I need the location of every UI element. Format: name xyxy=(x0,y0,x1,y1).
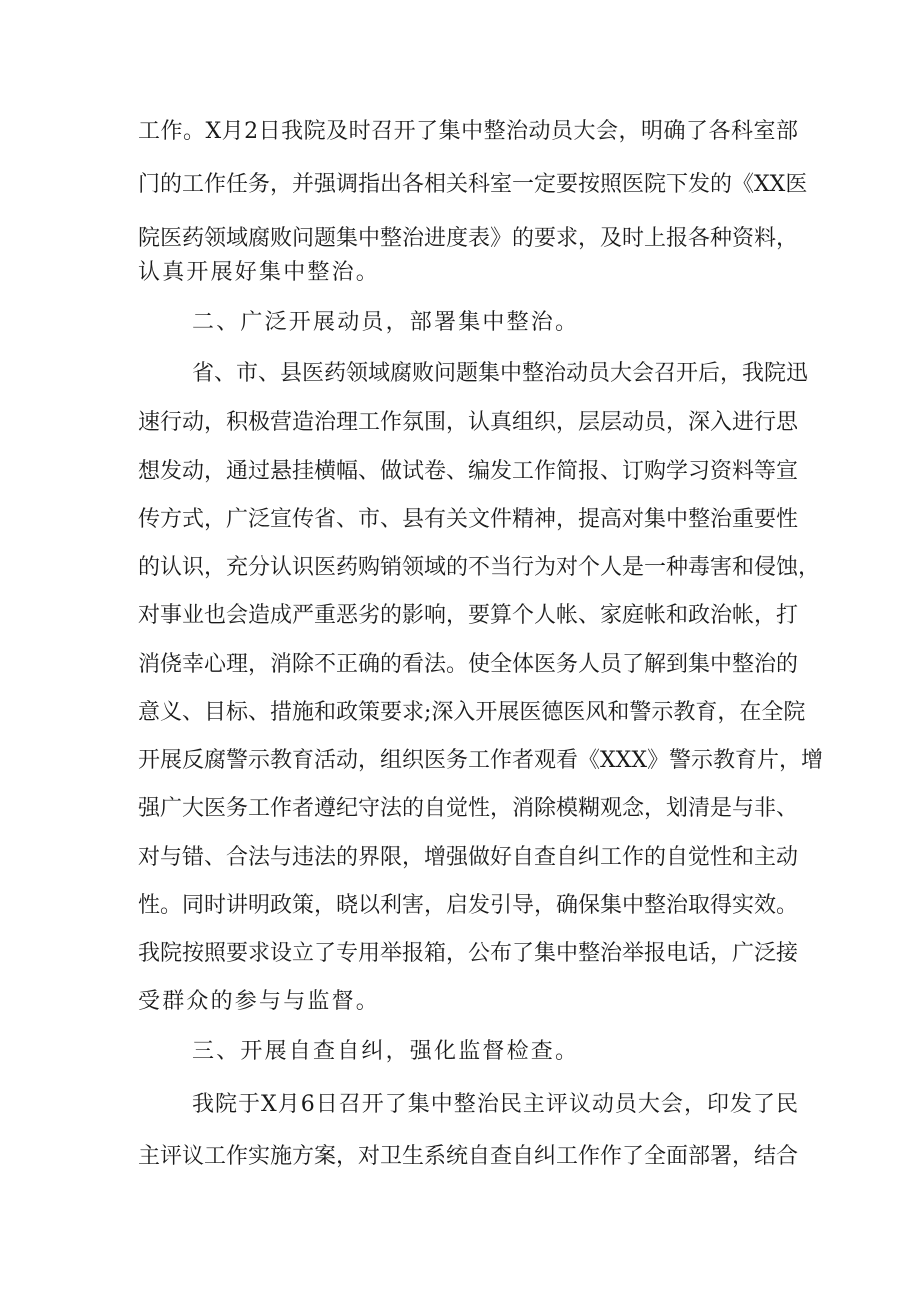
text-line: 省、市、县医药领域腐败问题集中整治动员大会召开后，我院迅 xyxy=(192,361,809,386)
text-line: 受群众的参与与监督。 xyxy=(138,989,381,1014)
text-line: 的认识，充分认识医药购销领域的不当行为对个人是一种毒害和侵蚀， xyxy=(138,555,821,580)
text-line: 意义、目标、措施和政策要求;深入开展医德医风和警示教育，在全院 xyxy=(138,700,806,725)
text-line: 速行动，积极营造治理工作氛围，认真组织，层层动员，深入进行思 xyxy=(138,410,799,435)
text-line: 主评议工作实施方案，对卫生系统自查自纠工作作了全面部署，结合 xyxy=(138,1144,799,1169)
section-heading-2: 二、广泛开展动员，部署集中整治。 xyxy=(192,310,580,335)
text-line: 传方式，广泛宣传省、市、县有关文件精神，提高对集中整治重要性 xyxy=(138,507,799,532)
text-line: 对事业也会造成严重恶劣的影响，要算个人帐、家庭帐和政治帐，打 xyxy=(138,603,799,628)
text-line: 认真开展好集中整治。 xyxy=(138,260,381,285)
text-line: 门的工作任务，并强调指出各相关科室一定要按照医院下发的《XX医 xyxy=(138,172,808,197)
section-heading-3: 三、开展自查自纠，强化监督检查。 xyxy=(192,1039,580,1064)
text-line: 消侥幸心理，消除不正确的看法。使全体医务人员了解到集中整治的 xyxy=(138,652,799,677)
text-line: 我院于X月6日召开了集中整治民主评议动员大会，印发了民 xyxy=(192,1092,798,1117)
text-line: 开展反腐警示教育活动，组织医务工作者观看《XXX》警示教育片，增 xyxy=(138,748,823,773)
text-line: 院医药领域腐败问题集中整治进度表》的要求，及时上报各种资料， xyxy=(138,226,799,251)
text-line: 对与错、合法与违法的界限，增强做好自查自纠工作的自觉性和主动 xyxy=(138,845,799,870)
text-line: 强广大医务工作者遵纪守法的自觉性，消除模糊观念，划清是与非、 xyxy=(138,796,799,821)
text-line: 想发动，通过悬挂横幅、做试卷、编发工作简报、订购学习资料等宣 xyxy=(138,459,799,484)
text-line: 我院按照要求设立了专用举报箱，公布了集中整治举报电话，广泛接 xyxy=(138,941,799,966)
text-line: 工作。X月2日我院及时召开了集中整治动员大会，明确了各科室部 xyxy=(138,119,798,144)
text-line: 性。同时讲明政策，晓以利害，启发引导，确保集中整治取得实效。 xyxy=(138,893,799,918)
